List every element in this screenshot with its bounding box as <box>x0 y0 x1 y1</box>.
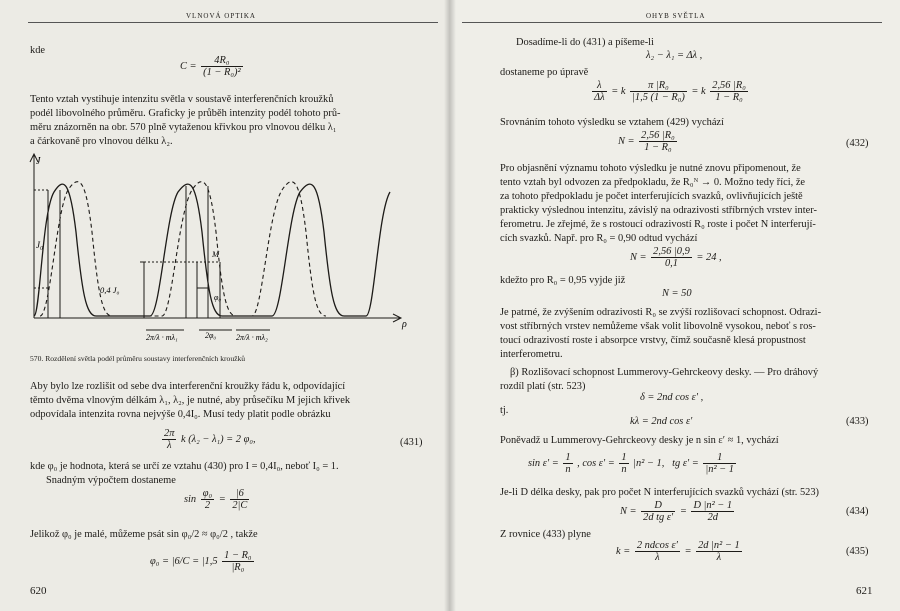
para1-line4: prakticky výslednou intenzitu, závislý na odrazivosti stříbrných vrstev inter- <box>500 205 817 216</box>
para3-line1: kde φ₀ je hodnota, která se určí ze vztahu (430) pro I = 0,4I₀, neboť I₀ = 1. <box>30 461 339 472</box>
para1-line3: za tohoto předpokladu je počet interferujících svazků, ovlivňujících ještě <box>500 191 803 202</box>
label-phi0: φ₀ <box>214 293 222 302</box>
line6: Je-li D délka desky, pak pro počet N interferujících svazků vychází (str. 523) <box>500 487 820 498</box>
equation-sin-phi: sin $\frac{\text{φ₀}}{2}$ = $\frac{|6}{2|C}$ <box>184 488 248 511</box>
para2-line4: interferometru. <box>500 349 563 360</box>
figure-570 <box>0 152 440 348</box>
para1-line2: podél libovolného průměru. Graficky je průběh intenzity podél tohoto prů- <box>30 108 341 119</box>
para2-line1: Je patrné, že zvýšením odrazivosti R₀ se zvýší rozlišovací schopnost. Odrazi- <box>500 307 822 318</box>
label-M: M <box>212 249 220 259</box>
para1-line1: Pro objasnění významu tohoto výsledku je nutné znovu připomenout, že <box>500 163 801 174</box>
equation-C: C = $\frac{\text{4R₀}}{\text{(1 − R₀)²}}$ <box>180 55 241 78</box>
equation-number-434: (434) <box>846 506 869 517</box>
label-m-lambda2: 2π/λ · mλ₂ <box>236 333 268 342</box>
para1-line2: tento vztah byl odvozen za předpokladu, že R₀ᴺ → 0. Možno tedy říci, že <box>500 177 806 188</box>
para3-line2: Snadným výpočtem dostaneme <box>46 475 176 486</box>
para2-line2: vost stříbrných vrstev nemůžeme však volit libovolně vysokou, neboť s ros- <box>500 321 816 332</box>
line4: kdežto pro R₀ = 0,95 vyjde již <box>500 275 626 286</box>
equation-number-431: (431) <box>400 437 423 448</box>
beta-line1: β) Rozlišovací schopnost Lummerovy-Gehrckeovy desky. — Pro dráhový <box>510 367 819 378</box>
label-2phi0: 2φ₀ <box>205 331 217 340</box>
equation-dlambda: λ₂ − λ₁ = Δλ , <box>646 50 703 61</box>
para1-line1: Tento vztah vystihuje intenzitu světla v soustavě interferenčních kroužků <box>30 94 334 105</box>
line1: Dosadíme-li do (431) a píšeme-li <box>516 37 654 48</box>
text-kde: kde <box>30 45 46 56</box>
header-rule <box>462 22 882 23</box>
equation-phi0: φ₀ = |6/C = |1,5 $\frac{\text{1 − R₀}}{\text{|R₀}}$ <box>150 550 252 573</box>
text-tj: tj. <box>500 405 509 416</box>
equation-number-433: (433) <box>846 416 869 427</box>
para1-line4: a čárkovaně pro vlnovou délku λ₂. <box>30 136 173 147</box>
equation-432: N = $\frac{\text{2,56 |R₀}}{\text{1 − R₀}}$ <box>618 130 675 153</box>
header-rule <box>28 22 438 23</box>
label-04J0: 0,4 J₀ <box>100 285 120 295</box>
line5: Poněvadž u Lummerovy-Gehrckeovy desky je n sin ε′ ≈ 1, vychází <box>500 435 779 446</box>
equation-number-435: (435) <box>846 546 869 557</box>
para1-line6: cích svazků. Např. pro R₀ = 0,90 odtud vychází <box>500 233 698 244</box>
equation-number-432: (432) <box>846 138 869 149</box>
line3: Srovnáním tohoto výsledku se vztahem (429) vychází <box>500 117 724 128</box>
line7: Z rovnice (433) plyne <box>500 529 591 540</box>
para2-line3: toucí odrazivostí roste i absorpce vrstvy, čímž současně klesá propustnost <box>500 335 806 346</box>
equation-434: N = $\frac{D}{\text{2d tg ε′}}$ = $\frac{\text{D |n² − 1}}{2d}$ <box>620 500 733 523</box>
book-gutter <box>444 0 456 611</box>
figure-caption: 570. Rozdělení světla podél průměru soustavy interferenčních kroužků <box>30 354 246 363</box>
label-rho-axis: ρ <box>402 319 407 330</box>
para2-line2: těmto dvěma vlnovým délkám λ₁, λ₂, je nutné, aby průsečíku M jejich křivek <box>30 395 351 406</box>
page-number-left: 620 <box>30 585 47 597</box>
equation-N50: N = 50 <box>662 288 692 299</box>
running-head-left: VLNOVÁ OPTIKA <box>186 12 256 20</box>
beta-line2: rozdíl platí (str. 523) <box>500 381 586 392</box>
equation-ratio: $\frac{\lambda}{\Delta\lambda}$ = k $\frac{\text{π |R₀}}{\text{|1,5 (1 − R₀)}}$ = k $\frac{\text{2,56 |R₀}}{\text{1 − R₀}}$ <box>594 80 746 103</box>
para2-line1: Aby bylo lze rozlišit od sebe dva interferenční kroužky řádu k, odpovídající <box>30 381 346 392</box>
right-page <box>450 0 900 611</box>
label-J-axis: J <box>36 156 41 167</box>
equation-431: $\frac{2\pi}{\lambda}$ k (λ₂ − λ₁) = 2 φ₀, <box>164 428 256 451</box>
equation-435: k = $\frac{\text{2 ndcos ε′}}{\lambda}$ = $\frac{\text{2d |n² − 1}}{\lambda}$ <box>616 540 740 563</box>
para2-line3: odpovídala intenzita rovna nejvýše 0,4I₀. Musí tedy platit podle obrázku <box>30 409 331 420</box>
para1-line3: měru znázorněn na obr. 570 plně vytaženou křivkou pro vlnovou délku λ₁ <box>30 122 337 133</box>
running-head-right: OHYB SVĚTLA <box>646 12 706 20</box>
equation-N24: N = $\frac{2,56 |0,9}{0,1}$ = 24 , <box>630 246 722 269</box>
para1-line5: ferometru. Je zřejmé, že s rostoucí odrazivostí R₀ roste i počet N interferují- <box>500 219 816 230</box>
label-m-lambda1: 2π/λ · mλ₁ <box>146 333 178 342</box>
equation-delta: δ = 2nd cos ε′ , <box>640 392 704 403</box>
equation-sin-cos-tg: sin ε′ = $\frac{1}{n}$ , cos ε′ = $\frac{1}{n}$ |n² − 1, tg ε′ = $\frac{1}{\text{|n² − 1}}$ <box>528 452 734 475</box>
equation-433: kλ = 2nd cos ε′ <box>630 416 693 427</box>
label-J0: J₀ <box>36 240 44 250</box>
para4: Jelikož φ₀ je malé, můžeme psát sin φ₀/2 ≈ φ₀/2 , takže <box>30 529 258 540</box>
page-number-right: 621 <box>856 585 873 597</box>
dashed-curve-lambda2 <box>40 182 326 316</box>
line2: dostaneme po úpravě <box>500 67 589 78</box>
